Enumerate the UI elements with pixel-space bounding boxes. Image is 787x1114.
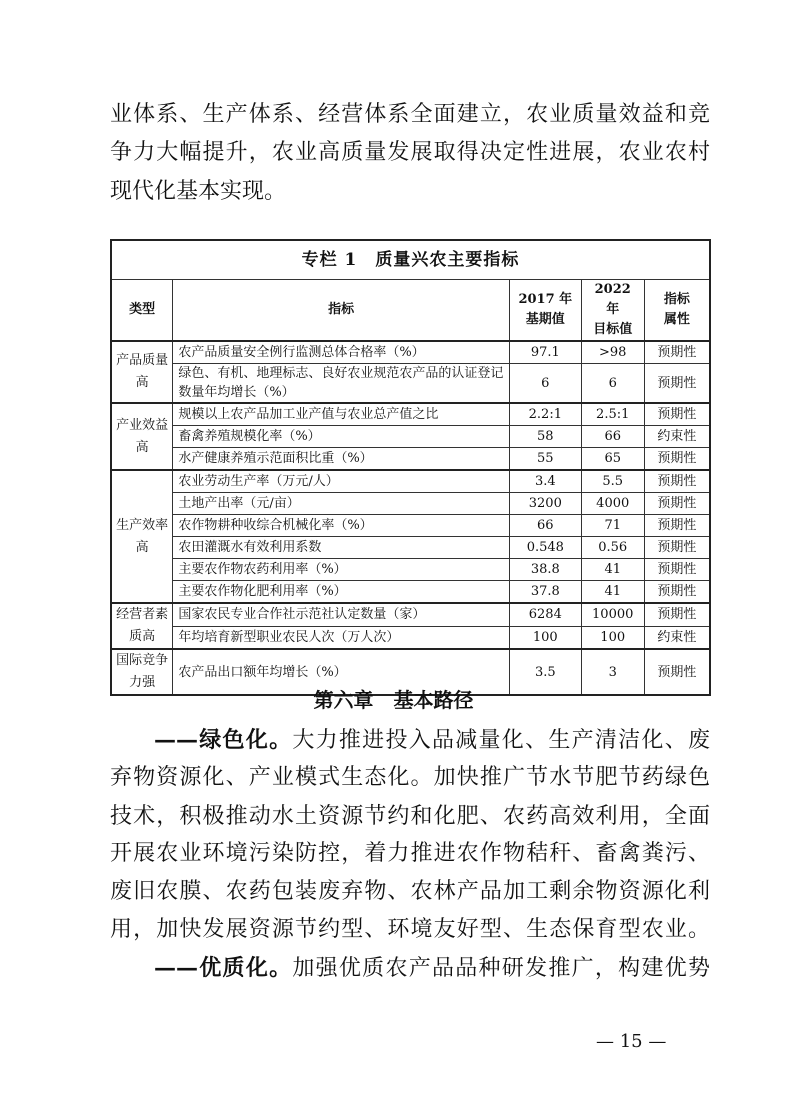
- paragraph-lead: ——优质化。: [154, 955, 293, 981]
- type-cell: 生产效率高: [111, 470, 173, 603]
- base-cell: 55: [509, 448, 581, 471]
- table-row: [111, 493, 710, 515]
- type-cell: 产品质量高: [111, 341, 173, 403]
- base-cell: 6284: [509, 603, 581, 626]
- attr-cell: 预期性: [644, 403, 710, 426]
- target-cell: 2.5:1: [581, 403, 644, 426]
- text-line: 技术，积极推动水土资源节约和化肥、农药高效利用，全面: [110, 804, 710, 829]
- table-row: [111, 341, 710, 364]
- type-cell: 产业效益高: [111, 403, 173, 470]
- indicator-table: [110, 239, 711, 696]
- indicator-cell: 土地产出率（元/亩）: [173, 493, 510, 515]
- indicator-cell: 国家农民专业合作社示范社认定数量（家）: [173, 603, 510, 626]
- base-cell: 37.8: [509, 581, 581, 604]
- table-row: [111, 426, 710, 448]
- text-line: [154, 955, 710, 982]
- header-indicator: 指标: [173, 280, 510, 342]
- target-cell: 0.56: [581, 537, 644, 559]
- target-cell: 5.5: [581, 470, 644, 493]
- type-cell: 国际竞争力强: [111, 649, 173, 695]
- indicator-cell: 农产品质量安全例行监测总体合格率（%）: [173, 341, 510, 364]
- attr-cell: 预期性: [644, 649, 710, 695]
- header-type: 类型: [111, 280, 173, 342]
- base-cell: 66: [509, 515, 581, 537]
- target-cell: 100: [581, 626, 644, 649]
- indicator-cell: 绿色、有机、地理标志、良好农业规范农产品的认证登记数量年均增长（%）: [173, 364, 510, 404]
- base-cell: 3.4: [509, 470, 581, 493]
- header-base: 2017 年 基期值: [509, 280, 581, 342]
- page-number: — 15 —: [596, 1031, 667, 1052]
- base-cell: 38.8: [509, 559, 581, 581]
- attr-cell: 约束性: [644, 626, 710, 649]
- text-line: 现代化基本实现。: [110, 179, 287, 204]
- target-cell: 41: [581, 581, 644, 604]
- text-line: 业体系、生产体系、经营体系全面建立，农业质量效益和竞: [110, 102, 710, 127]
- text-span: 大力推进投入品减量化、生产清洁化、废: [292, 728, 710, 753]
- table-row: [111, 626, 710, 649]
- table-row: [111, 603, 710, 626]
- base-cell: 97.1: [509, 341, 581, 364]
- indicator-cell: 水产健康养殖示范面积比重（%）: [173, 448, 510, 471]
- text-line: 用，加快发展资源节约型、环境友好型、生态保育型农业。: [110, 917, 710, 942]
- header-attr: 指标 属性: [644, 280, 710, 342]
- attr-cell: 预期性: [644, 493, 710, 515]
- attr-cell: 预期性: [644, 603, 710, 626]
- indicator-cell: 年均培育新型职业农民人次（万人次）: [173, 626, 510, 649]
- text-line: [154, 727, 710, 754]
- target-cell: 4000: [581, 493, 644, 515]
- indicator-cell: 农作物耕种收综合机械化率（%）: [173, 515, 510, 537]
- chapter-title: 第六章 基本路径: [313, 688, 474, 712]
- base-cell: 58: [509, 426, 581, 448]
- attr-cell: 预期性: [644, 581, 710, 604]
- target-cell: 71: [581, 515, 644, 537]
- text-line: 废旧农膜、农药包装废弃物、农林产品加工剩余物资源化利: [110, 879, 710, 904]
- header-target: 2022 年 目标值: [581, 280, 644, 342]
- indicator-cell: 畜禽养殖规模化率（%）: [173, 426, 510, 448]
- target-cell: >98: [581, 341, 644, 364]
- target-cell: 6: [581, 364, 644, 404]
- indicator-cell: 规模以上农产品加工业产值与农业总产值之比: [173, 403, 510, 426]
- base-cell: 6: [509, 364, 581, 404]
- table-row: [111, 448, 710, 471]
- attr-cell: 预期性: [644, 448, 710, 471]
- attr-cell: 约束性: [644, 426, 710, 448]
- attr-cell: 预期性: [644, 515, 710, 537]
- base-cell: 3200: [509, 493, 581, 515]
- indicator-cell: 农田灌溉水有效利用系数: [173, 537, 510, 559]
- attr-cell: 预期性: [644, 470, 710, 493]
- table-row: [111, 515, 710, 537]
- target-cell: 10000: [581, 603, 644, 626]
- target-cell: 65: [581, 448, 644, 471]
- base-cell: 2.2:1: [509, 403, 581, 426]
- table-row: [111, 581, 710, 604]
- base-cell: 0.548: [509, 537, 581, 559]
- text-span: 加强优质农产品品种研发推广，构建优势: [292, 956, 710, 981]
- paragraph-lead: ——绿色化。: [154, 727, 293, 753]
- type-cell: 经营者素质高: [111, 603, 173, 649]
- indicator-cell: 主要农作物化肥利用率（%）: [173, 581, 510, 604]
- text-line: 争力大幅提升，农业高质量发展取得决定性进展，农业农村: [110, 140, 710, 165]
- text-line: 开展农业环境污染防控，着力推进农作物秸秆、畜禽粪污、: [110, 841, 710, 866]
- table-row: [111, 537, 710, 559]
- target-cell: 41: [581, 559, 644, 581]
- attr-cell: 预期性: [644, 537, 710, 559]
- indicator-cell: 农产品出口额年均增长（%）: [173, 649, 510, 695]
- attr-cell: 预期性: [644, 559, 710, 581]
- indicator-cell: 农业劳动生产率（万元/人）: [173, 470, 510, 493]
- attr-cell: 预期性: [644, 364, 710, 404]
- text-line: 弃物资源化、产业模式生态化。加快推广节水节肥节药绿色: [110, 765, 710, 790]
- table-row: [111, 559, 710, 581]
- table-row: [111, 403, 710, 426]
- table-row: [111, 470, 710, 493]
- target-cell: 3: [581, 649, 644, 695]
- table-title: 专栏 1 质量兴农主要指标: [111, 240, 710, 280]
- target-cell: 66: [581, 426, 644, 448]
- attr-cell: 预期性: [644, 341, 710, 364]
- table-row: [111, 364, 710, 404]
- indicator-cell: 主要农作物农药利用率（%）: [173, 559, 510, 581]
- base-cell: 3.5: [509, 649, 581, 695]
- base-cell: 100: [509, 626, 581, 649]
